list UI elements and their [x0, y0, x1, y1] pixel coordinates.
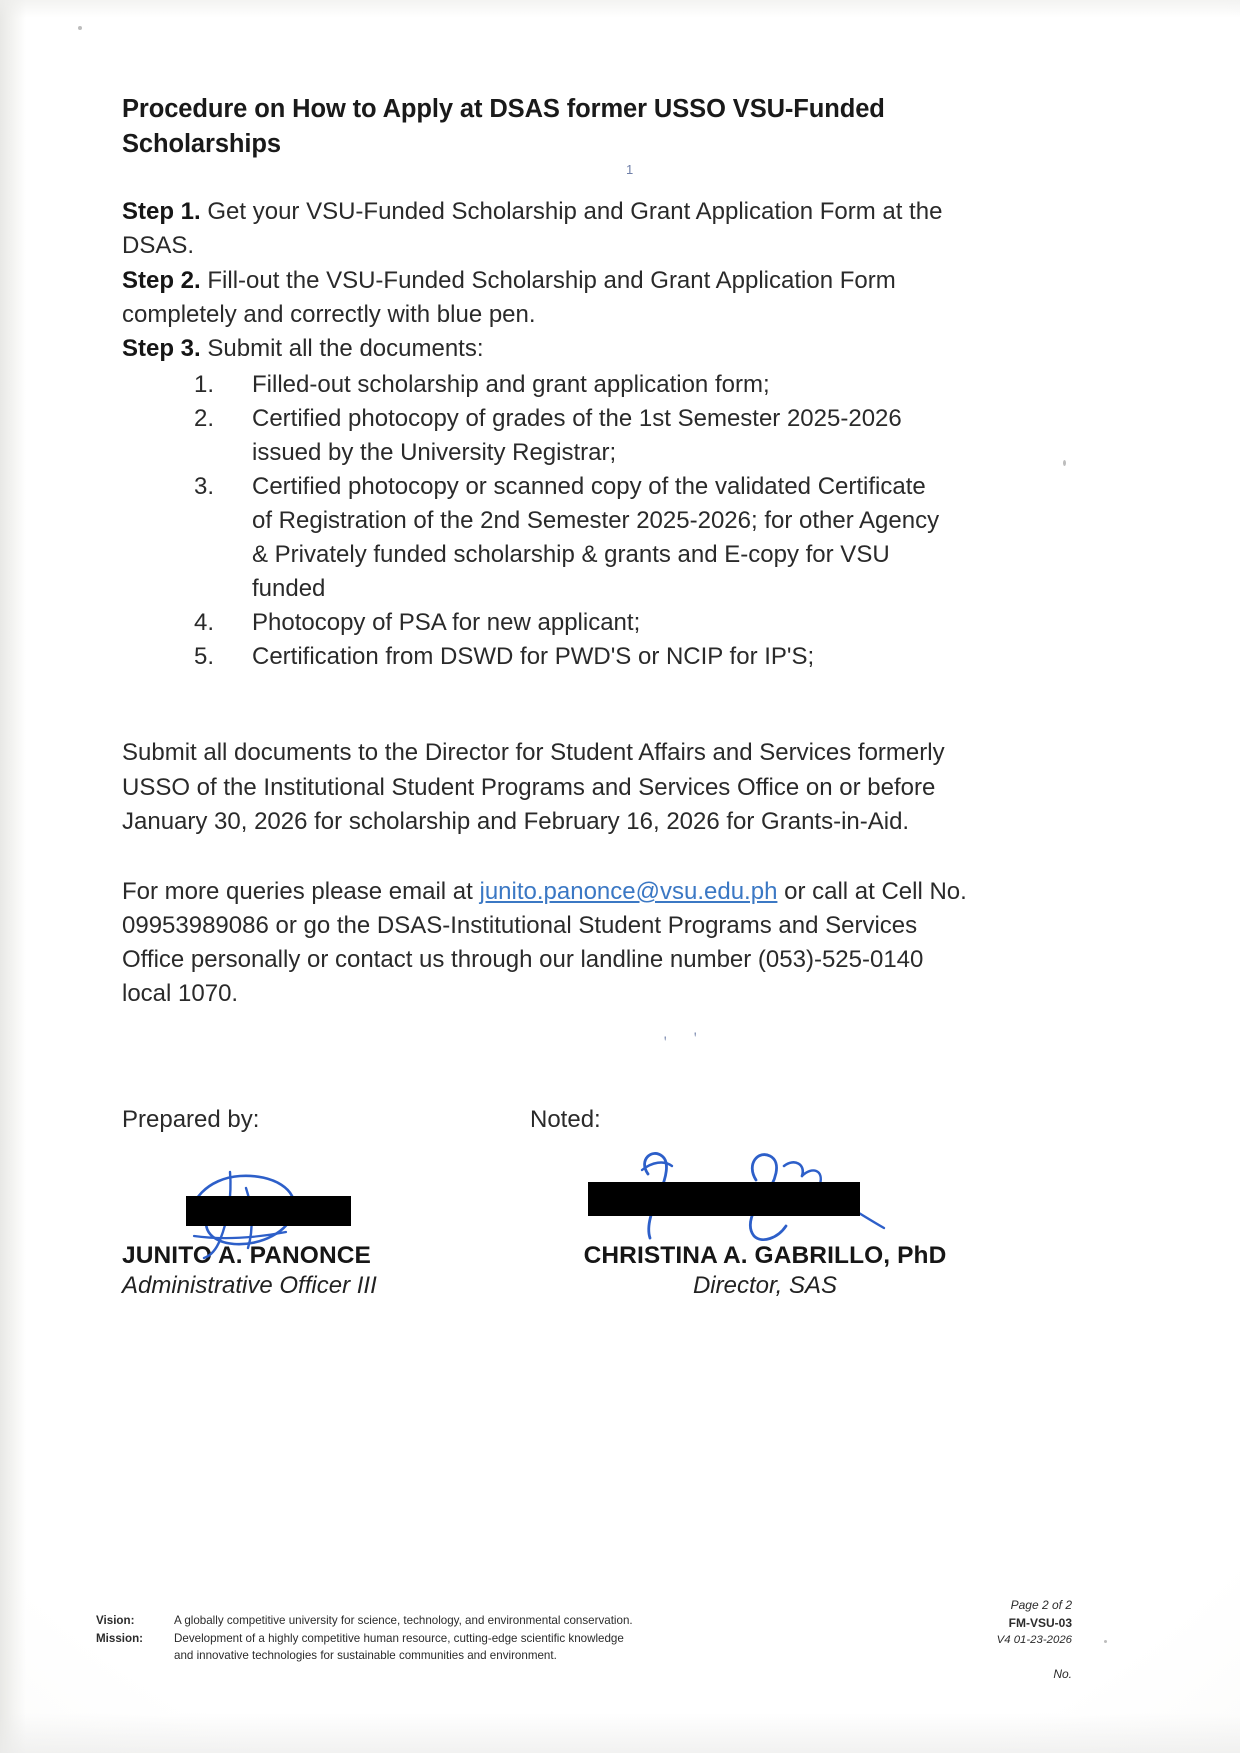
page-number: Page 2 of 2: [1010, 1598, 1072, 1612]
list-item-text: Certified photocopy or scanned copy of the validated Certificate of Registration of the 2nd Semester 2025-2026; for other Agency & Privately funded scholarship & grants and E-copy for VSU funded: [252, 472, 940, 603]
form-no-label: No.: [1053, 1667, 1072, 1682]
list-item-text: Photocopy of PSA for new applicant;: [252, 609, 641, 637]
page-footer: [96, 1598, 1146, 1683]
list-item: [122, 640, 982, 674]
step-3: [122, 332, 982, 366]
email-link[interactable]: junito.panonce@vsu.edu.ph: [479, 877, 778, 905]
noted-column: [530, 1106, 1000, 1134]
scan-edge-shadow-left: [0, 0, 26, 1753]
stray-pen-mark: ꞌ: [694, 1030, 697, 1045]
list-item-text: Certification from DSWD for PWD'S or NCIP for IP'S;: [252, 643, 815, 671]
contact-text-after-email: or call at Cell No. 09953989086 or go the DSAS-Institutional Student Programs and Services Office personally or contact us through our landline number (053)-525-0140 local 1070.: [122, 877, 967, 1007]
steps-section: [122, 195, 982, 365]
form-metadata-block: [997, 1596, 1146, 1683]
noted-title: Director, SAS: [692, 1272, 838, 1299]
step-1-text: Get your VSU-Funded Scholarship and Grant Application Form at the DSAS.: [122, 198, 943, 260]
step-3-label: Step 3.: [122, 334, 201, 362]
step-2-label: Step 2.: [122, 266, 201, 294]
signature-block: [122, 1106, 1022, 1300]
step-2: [122, 264, 982, 332]
scan-speck: [1063, 460, 1066, 466]
list-item: [122, 606, 982, 640]
noted-label: Noted:: [530, 1106, 601, 1133]
document-body: [122, 92, 982, 1011]
signature-marks-row: [122, 1134, 1022, 1300]
scan-edge-shadow-top: [0, 0, 1240, 18]
contact-text-before-email: For more queries please email at: [122, 877, 480, 905]
contact-paragraph: [122, 875, 967, 1011]
list-item-text: Certified photocopy of grades of the 1st Semester 2025-2026 issued by the University Registrar;: [252, 404, 902, 466]
list-item-number: 4.: [194, 609, 215, 637]
step-1-label: Step 1.: [122, 198, 201, 226]
stray-pen-mark: 1: [626, 162, 634, 177]
prepared-by-signature-area: [122, 1134, 530, 1242]
list-item: [122, 402, 982, 470]
prepared-by-title: Administrative Officer III: [122, 1272, 377, 1299]
signature-headings-row: [122, 1106, 1022, 1134]
step-1: [122, 195, 982, 263]
mission-label: Mission:: [96, 1631, 144, 1645]
stray-pen-mark: ꞌ: [664, 1034, 667, 1049]
mission-text-line-1: Development of a highly competitive human resource, cutting-edge scientific knowledge: [174, 1631, 624, 1645]
noted-signature-area: [530, 1134, 1000, 1242]
vision-mission-block: [96, 1612, 633, 1665]
list-item: [122, 368, 982, 402]
form-version: V4 01-23-2026: [996, 1634, 1072, 1646]
step-3-text: Submit all the documents:: [200, 334, 484, 362]
requirements-list: [122, 368, 982, 675]
vision-label: Vision:: [96, 1614, 135, 1627]
list-item: [122, 470, 982, 606]
redaction-bar: [186, 1196, 351, 1226]
list-item-number: 2.: [194, 404, 215, 432]
prepared-by-column: [122, 1106, 530, 1134]
form-code: FM-VSU-03: [1008, 1616, 1072, 1630]
mission-text-line-2: and innovative technologies for sustainable communities and environment.: [174, 1649, 557, 1663]
noted-name: CHRISTINA A. GABRILLO, PhD: [583, 1242, 947, 1269]
list-item-text: Filled-out scholarship and grant application form;: [252, 370, 770, 398]
step-2-text: Fill-out the VSU-Funded Scholarship and Grant Application Form completely and correctly with blue pen.: [122, 266, 896, 328]
prepared-by-name: JUNITO A. PANONCE: [122, 1242, 371, 1269]
list-item-number: 1.: [194, 370, 215, 398]
redaction-bar: [588, 1182, 860, 1216]
scan-speck: [78, 26, 82, 30]
prepared-by-label: Prepared by:: [122, 1106, 260, 1133]
list-item-number: 3.: [194, 472, 215, 500]
list-item-number: 5.: [194, 643, 215, 671]
vision-text: A globally competitive university for science, technology, and environmental conservation.: [174, 1614, 633, 1627]
page-title: Procedure on How to Apply at DSAS former USSO VSU-Funded Scholarships: [122, 95, 885, 158]
submission-paragraph: Submit all documents to the Director for Student Affairs and Services formerly USSO of the Institutional Student Programs and Services Office on or before January 30, 2026 for scholarship and February 16, 2026 for Grants-in-Aid.: [122, 739, 945, 835]
scan-edge-shadow-bottom: [0, 1713, 1240, 1753]
